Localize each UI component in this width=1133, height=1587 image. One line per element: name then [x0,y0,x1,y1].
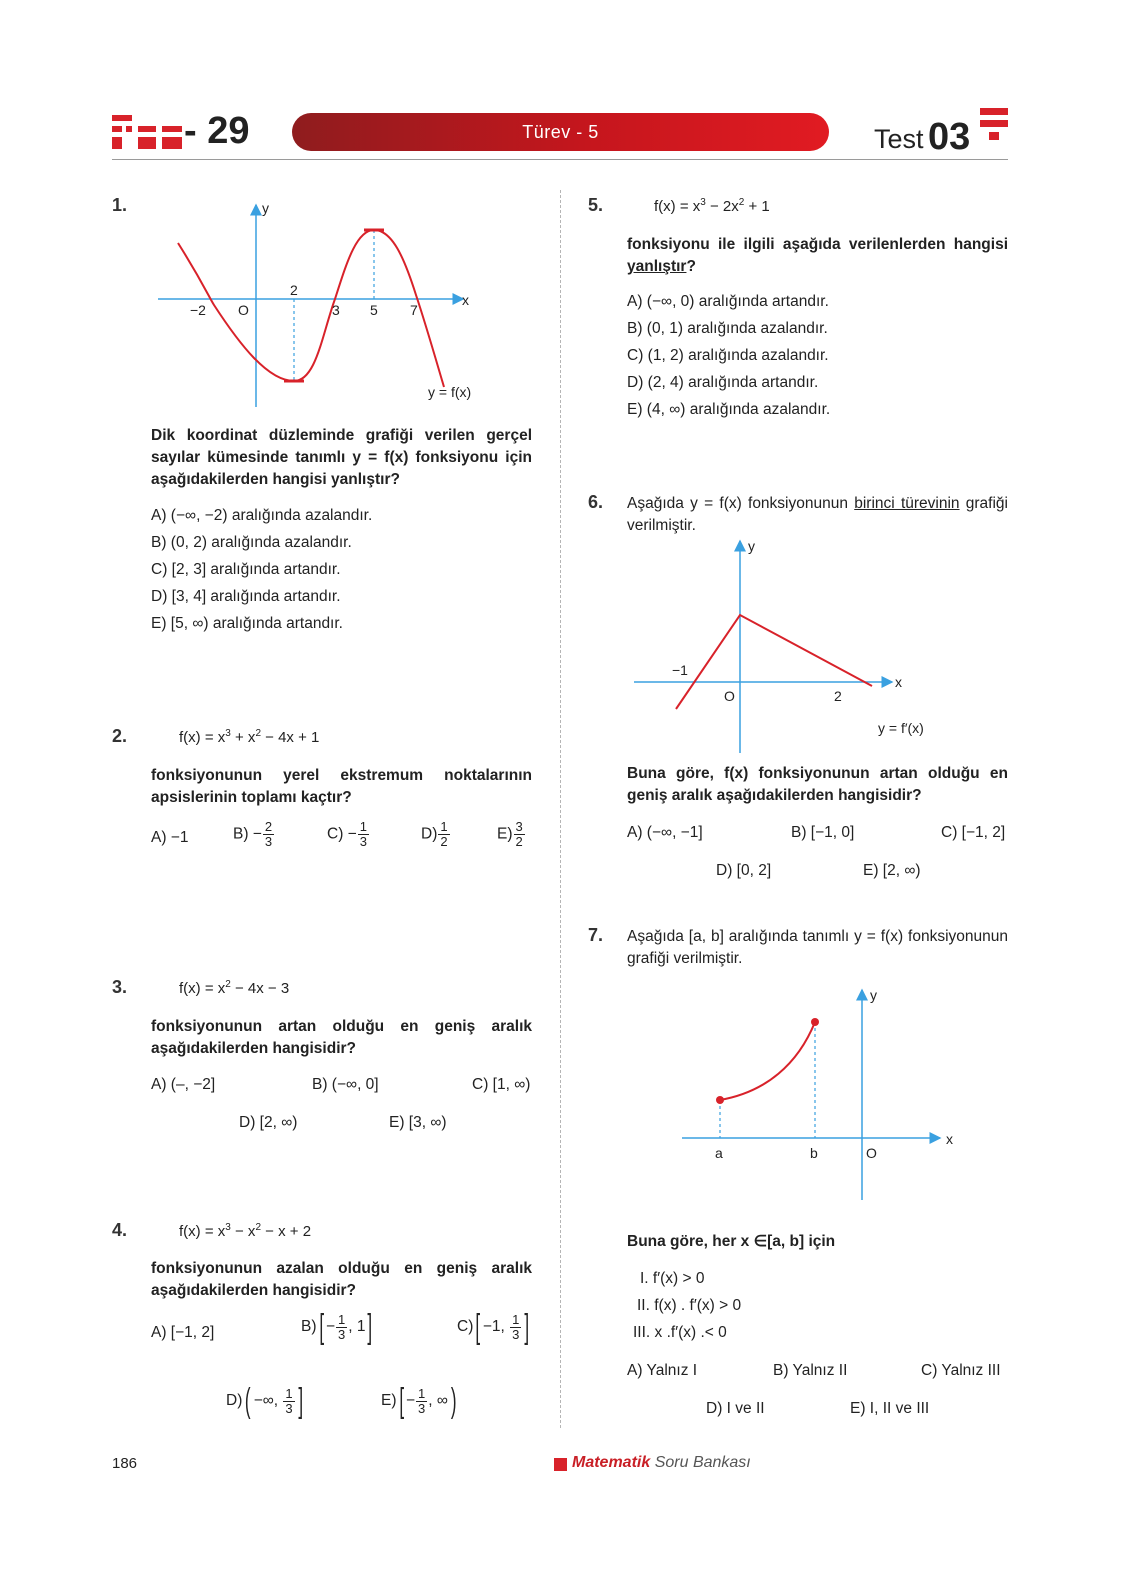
q4-option-a[interactable]: A) [−1, 2] [151,1324,215,1341]
q4-option-c[interactable]: C)[ −1, $\frac{1}{3}$ ] [457,1308,530,1346]
footer-square-icon [554,1458,567,1471]
q3-function: $f(x) = x^2 - 4x - 3$ [179,979,290,997]
q3-number: 3. [112,977,128,997]
q1-x-label: x [462,292,469,308]
q3-option-e[interactable]: E) [3, ∞) [389,1114,447,1131]
q5-option-e[interactable]: E) (4, ∞) aralığında azalandır. [627,401,831,418]
q7-option-b[interactable]: B) Yalnız II [773,1362,848,1379]
test-number: 03 [928,116,971,158]
q1-option-e[interactable]: E) [5, ∞) aralığında artandır. [151,615,343,632]
q1-tick-5: 5 [370,302,378,318]
q3-option-b[interactable]: B) (−∞, 0] [312,1076,379,1093]
q4-number: 4. [112,1220,128,1240]
q7-tick-a: a [715,1145,723,1161]
q7-x-label: x [946,1131,953,1147]
q5-option-b[interactable]: B) (0, 1) aralığında azalandır. [627,320,828,337]
q7-curve [720,1022,815,1100]
q7-option-c[interactable]: C) Yalnız III [921,1362,1001,1379]
q1-curve [178,230,444,387]
q1-stem: Dik koordinat düzleminde grafiği verilen gerçel sayılar kümesinde tanımlı y = f(x) fonksiyonu için aşağıdakilerden hangisi yanlıştır? [151,427,532,488]
q4-option-d[interactable]: D)( −∞, $\frac{1}{3}$ ] [226,1382,303,1420]
q3-option-a[interactable]: A) (–, −2] [151,1076,216,1093]
q3-stem: fonksiyonunun artan olduğu en geniş aralık aşağıdakilerden hangisidir? [151,1018,532,1057]
q1-tick-7: 7 [410,302,418,318]
q2-option-e[interactable]: E) $\frac{3}{2}$ [497,819,523,849]
test-mark-icon [980,108,1010,156]
q6-curve-label: y = f′(x) [878,720,924,736]
q7-option-e[interactable]: E) I, II ve III [850,1400,930,1417]
test-label: Test [874,124,924,154]
q7-y-label: y [870,987,877,1003]
q6-y-label: y [748,538,755,554]
q2-option-a[interactable]: A) −1 [151,829,189,846]
q7-option-a[interactable]: A) Yalnız I [627,1362,698,1379]
q6-intro: Aşağıda y = f(x) fonksiyonunun birinci türevinin grafiği verilmiştir. [627,495,1008,534]
q1-graph [150,195,490,415]
q5-number: 5. [588,195,604,215]
q2-option-d[interactable]: D) $\frac{1}{2}$ [421,819,448,849]
q1-tick-neg2: −2 [190,302,206,318]
q2-stem: fonksiyonunun yerel ekstremum noktalarının apsislerinin toplamı kaçtır? [151,767,532,806]
q1-option-c[interactable]: C) [2, 3] aralığında artandır. [151,561,341,578]
q7-option-d[interactable]: D) I ve II [706,1400,765,1417]
q7-origin-label: O [866,1145,877,1161]
q5-option-d[interactable]: D) (2, 4) aralığında artandır. [627,374,819,391]
q3-option-d[interactable]: D) [2, ∞) [239,1114,298,1131]
q5-function: $f(x) = x^3 - 2x^2 + 1$ [654,197,770,215]
q4-stem: fonksiyonunun azalan olduğu en geniş aralık aşağıdakilerden hangisidir? [151,1260,532,1299]
q7-intro: Aşağıda [a, b] aralığında tanımlı y = f(x) fonksiyonunun grafiği verilmiştir. [627,928,1008,967]
header-rule [112,159,1008,160]
q6-option-d[interactable]: D) [0, 2] [716,862,772,879]
q1-y-label: y [262,200,269,216]
q7-point-a [716,1096,724,1104]
q7-tick-b: b [810,1145,818,1161]
q2-function: $f(x) = x^3 + x^2 - 4x + 1$ [179,728,320,746]
q5-stem: fonksiyonu ile ilgili aşağıda verilenlerden hangisi yanlıştır? [627,236,1008,275]
q7-stem: Buna göre, her x ∈[a, b] için [627,1233,836,1250]
q6-x-label: x [895,674,902,690]
q4-option-e[interactable]: E)[ − $\frac{1}{3}$ , ∞) [381,1382,457,1420]
q6-tick-neg1: −1 [672,662,688,678]
q5-option-c[interactable]: C) (1, 2) aralığında azalandır. [627,347,829,364]
q6-option-c[interactable]: C) [−1, 2] [941,824,1006,841]
q1-tick-2: 2 [290,282,298,298]
q3-option-c[interactable]: C) [1, ∞) [472,1076,531,1093]
q1-tick-3: 3 [332,302,340,318]
q6-tick-2: 2 [834,688,842,704]
series-number: - 29 [184,110,250,152]
q2-option-c[interactable]: C) − $\frac{1}{3}$ [327,819,367,849]
q6-number: 6. [588,492,604,512]
q1-option-d[interactable]: D) [3, 4] aralığında artandır. [151,588,341,605]
q6-option-a[interactable]: A) (−∞, −1] [627,824,703,841]
q6-graph [630,535,950,757]
q7-statement-2: II. f(x) . f′(x) > 0 [637,1297,742,1314]
q1-origin-label: O [238,302,249,318]
q6-origin-label: O [724,688,735,704]
q2-option-b[interactable]: B) − $\frac{2}{3}$ [233,819,273,849]
q1-number: 1. [112,195,128,215]
q7-point-b [811,1018,819,1026]
q1-option-b[interactable]: B) (0, 2) aralığında azalandır. [151,534,352,551]
column-divider [560,190,561,1428]
q4-function: $f(x) = x^3 - x^2 - x + 2$ [179,1222,312,1240]
q7-graph [676,984,966,1204]
footer-brand: Matematik Soru Bankası [572,1454,751,1471]
q7-number: 7. [588,925,604,945]
q6-option-e[interactable]: E) [2, ∞) [863,862,921,879]
q2-number: 2. [112,726,128,746]
q7-statement-1: I. f′(x) > 0 [640,1270,705,1287]
q7-statement-3: III. x .f′(x) .< 0 [633,1324,727,1341]
q1-option-a[interactable]: A) (−∞, −2) aralığında azalandır. [151,507,373,524]
q6-curve [676,615,872,709]
q6-stem: Buna göre, f(x) fonksiyonunun artan olduğu en geniş aralık aşağıdakilerden hangisidir? [627,765,1008,804]
q1-curve-label: y = f(x) [428,384,472,400]
page-number: 186 [112,1455,138,1472]
q5-option-a[interactable]: A) (−∞, 0) aralığında artandır. [627,293,829,310]
q4-option-b[interactable]: B)[ − $\frac{1}{3}$ , 1] [301,1308,373,1346]
section-title: Türev - 5 [522,122,599,142]
q6-option-b[interactable]: B) [−1, 0] [791,824,855,841]
